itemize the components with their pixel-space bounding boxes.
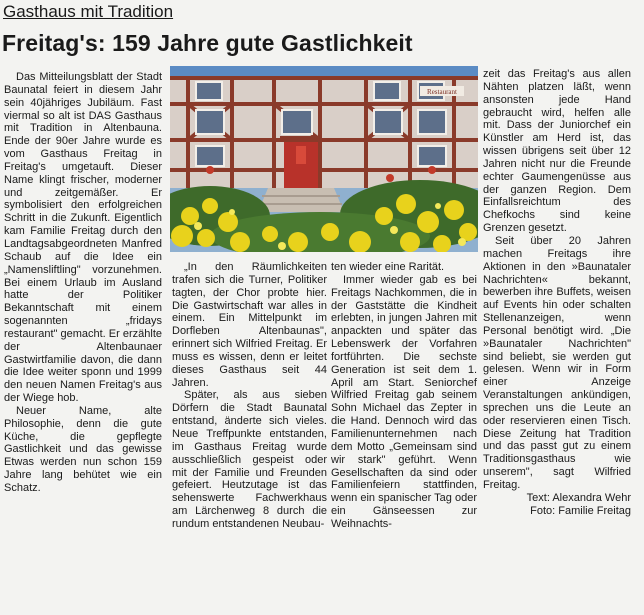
article-headline: Freitag's: 159 Jahre gute Gastlichkeit: [2, 30, 413, 56]
paragraph: „In den Räumlichkeiten trafen sich die Turner, Politiker tagten, der Chor probte hier. Die Gastwirtschaft war alles in einem. Ein Mittelpunkt im Dorfleben Altenbaunas", erinnert sich Wilfried Freitag. Er muss es wissen, denn er leitet dieses Gasthaus seit 44 Jahren.: [172, 261, 327, 389]
paragraph: Immer wieder gab es bei Freitags Nachkommen, die in der Gaststätte die Kindheit erlebten, in jungen Jahren mit anpackten und später das Lebenswerk der Vorfahren fortführten. Die sechste Generation ist seit dem 1. April am Start. Seniorchef Wilfried Freitag gab seinem Sohn Michael das Zepter in die Hand. Dennoch wird das Familienunternehmen nach dem Motto „Gemeinsam sind wir stark" geführt. Wenn Gesellschaften da sind oder Familienfeiern stattfinden, wenn ein spanischer Tag oder ein Gänseessen zur Weihnachts-: [331, 273, 477, 530]
guesthouse-photo-image: [170, 66, 478, 252]
text-credit: Text: Alexandra Wehr: [526, 491, 631, 504]
paragraph: ten wieder eine Rarität.: [331, 261, 445, 273]
paragraph: Neuer Name, alte Philosophie, denn die gute Küche, die gepflegte Gastlichkeit und das gewisse Etwas werden nun schon 159 Jahre lang behütet wie ein Schatz.: [4, 404, 162, 494]
restaurant-sign: Restaurant: [427, 88, 457, 96]
guesthouse-photo: [170, 66, 478, 252]
article-column-1: [4, 71, 162, 495]
paragraph: Seit über 20 Jahren machen Freitags ihre Aktionen in den »Baunataler Nachrichten« bekannt, bewerben ihre Buffets, weisen auf Events hin oder schalten Stellenanzeigen, wenn Personal benötigt wird. „Die »Baunataler Nachrichten" sind beliebt, sie werden gut gelesen. Wenn wir in Form einer Anzeige Veranstaltungen ankündigen, sprechen uns die Leute an oder reservieren einen Tisch. Diese Zeitung hat Tradition und das passt gut zu einem Traditionsgasthaus wie unserem", sagt Wilfried Freitag.: [483, 234, 631, 491]
article-column-2: [172, 261, 327, 531]
paragraph: zeit das Freitag's aus allen Nähten platzen läßt, wenn ansonsten jede Hand gebraucht wird, helfen alle mit. Dass der Juniorchef ein Künstler am Herd ist, das wissen übrigens seit über 12 Jahren nicht nur die Freunde echter Gaumengenüsse aus der ganzen Region. Dem Einfallsreichtum des Chefkochs sind keine Grenzen gesetzt.: [483, 68, 631, 235]
photo-credit: Foto: Familie Freitag: [530, 504, 631, 517]
paragraph: Später, als aus sieben Dörfern die Stadt Baunatal entstand, änderte sich vieles. Neue Treffpunkte entstanden, im Gasthaus Freitag wurde ausschließlich gespeist oder mit der Familie und Freunden gefeiert. Heutzutage ist das sehenswerte Fachwerkhaus am Lärchenweg 8 durch die rundum entstandenen Neubau-: [172, 389, 327, 530]
article-kicker: Gasthaus mit Tradition: [3, 2, 174, 21]
paragraph: Das Mitteilungsblatt der Stadt Baunatal feiert in diesem Jahr sein 40jähriges Jubiläum. Fast viermal so alt ist DAS Gasthaus mit Tradition in Altenbauna. Ende der 90er Jahre wurde es vom Gasthaus Freitag in Freitag's umgetauft. Dieser Name klingt frischer, moderner und zeitgemäßer. Er symbolisiert den erfolgreichen Schritt in die Zukunft. Eigentlich kam Familie Freitag durch den Landtagsabgeordneten Manfred Schaub auf die Idee ein „Namensliftling" vorzunehmen. Bei einem Urlaub im Ausland hatte der Politiker Bekanntschaft mit einem sogenannten „fridays restaurant" gemacht. Er erzählte der Altenbaunaer Gastwirtfamilie davon, die dann die Idee weiter sponn und 1999 den neuen Namen Freitag's aus der Wiege hob.: [4, 71, 162, 405]
article-column-4: [483, 68, 631, 518]
article-column-3: [331, 261, 477, 531]
